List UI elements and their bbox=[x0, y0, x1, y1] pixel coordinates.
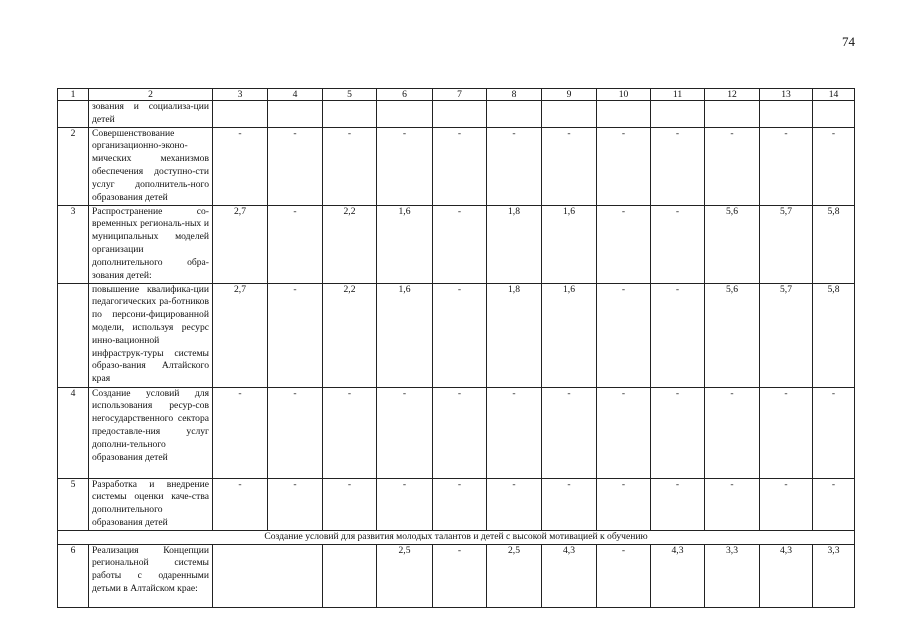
header-cell: 3 bbox=[213, 89, 268, 101]
row-description: Совершенствование организационно-эконо-мических механизмов обеспечения доступно-сти услуг дополнитель-ного образования детей bbox=[89, 127, 213, 205]
value-cell: - bbox=[597, 283, 651, 387]
value-cell: - bbox=[377, 387, 433, 478]
value-cell: 4,3 bbox=[760, 544, 813, 607]
value-cell: 1,6 bbox=[542, 283, 597, 387]
header-cell: 13 bbox=[760, 89, 813, 101]
row-number: 2 bbox=[58, 127, 89, 205]
value-cell: - bbox=[213, 478, 268, 530]
value-cell: - bbox=[377, 478, 433, 530]
value-cell: 2,2 bbox=[323, 283, 377, 387]
row-number: 4 bbox=[58, 387, 89, 478]
data-table bbox=[57, 88, 855, 608]
header-cell: 2 bbox=[89, 89, 213, 101]
value-cell: - bbox=[760, 127, 813, 205]
table-body-lower bbox=[58, 544, 855, 607]
value-cell bbox=[213, 544, 323, 607]
row-description: Создание условий для использования ресур-сов негосударственного сектора предоставле-ния услуг дополни-тельного образования детей bbox=[89, 387, 213, 478]
value-cell: - bbox=[377, 127, 433, 205]
value-cell: - bbox=[597, 387, 651, 478]
table-body-upper bbox=[58, 101, 855, 531]
value-cell: - bbox=[597, 205, 651, 283]
header-cell: 10 bbox=[597, 89, 651, 101]
value-cell: - bbox=[651, 127, 705, 205]
value-cell: - bbox=[433, 544, 487, 607]
value-cell: 2,5 bbox=[377, 544, 433, 607]
table-row bbox=[58, 544, 855, 607]
value-cell: 5,7 bbox=[760, 205, 813, 283]
value-cell: - bbox=[268, 283, 323, 387]
value-cell bbox=[760, 101, 813, 128]
row-number: 6 bbox=[58, 544, 89, 607]
value-cell: - bbox=[487, 387, 542, 478]
header-cell: 4 bbox=[268, 89, 323, 101]
table-row bbox=[58, 205, 855, 283]
value-cell: - bbox=[542, 478, 597, 530]
value-cell: - bbox=[651, 387, 705, 478]
value-cell: - bbox=[813, 478, 855, 530]
row-description: Разработка и внедрение системы оценки каче-ства дополнительного образования детей bbox=[89, 478, 213, 530]
value-cell: 1,6 bbox=[377, 283, 433, 387]
value-cell: - bbox=[323, 127, 377, 205]
value-cell: - bbox=[542, 127, 597, 205]
value-cell: - bbox=[268, 478, 323, 530]
value-cell: 5,8 bbox=[813, 205, 855, 283]
value-cell: - bbox=[487, 478, 542, 530]
header-cell: 7 bbox=[433, 89, 487, 101]
value-cell: 1,6 bbox=[542, 205, 597, 283]
row-number: 5 bbox=[58, 478, 89, 530]
row-number: 3 bbox=[58, 205, 89, 283]
value-cell: 1,8 bbox=[487, 205, 542, 283]
row-description: зования и социализа-ции детей bbox=[89, 101, 213, 128]
value-cell: - bbox=[268, 205, 323, 283]
value-cell: - bbox=[433, 283, 487, 387]
value-cell: - bbox=[651, 205, 705, 283]
value-cell: - bbox=[433, 478, 487, 530]
value-cell: - bbox=[213, 127, 268, 205]
row-description: Распространение со-временных региональ-ных и муниципальных моделей организации дополнительного обра-зования детей: bbox=[89, 205, 213, 283]
value-cell: - bbox=[542, 387, 597, 478]
value-cell: - bbox=[760, 478, 813, 530]
value-cell: 3,3 bbox=[705, 544, 760, 607]
value-cell bbox=[268, 101, 323, 128]
value-cell: - bbox=[813, 387, 855, 478]
value-cell: - bbox=[597, 544, 651, 607]
value-cell: 2,2 bbox=[323, 205, 377, 283]
header-cell: 11 bbox=[651, 89, 705, 101]
header-cell: 6 bbox=[377, 89, 433, 101]
value-cell bbox=[705, 101, 760, 128]
value-cell: 1,8 bbox=[487, 283, 542, 387]
value-cell bbox=[813, 101, 855, 128]
value-cell: - bbox=[813, 127, 855, 205]
value-cell: - bbox=[268, 127, 323, 205]
value-cell: 5,6 bbox=[705, 205, 760, 283]
value-cell: - bbox=[433, 205, 487, 283]
value-cell: 4,3 bbox=[542, 544, 597, 607]
value-cell bbox=[433, 101, 487, 128]
value-cell: 5,7 bbox=[760, 283, 813, 387]
header-cell: 5 bbox=[323, 89, 377, 101]
value-cell bbox=[597, 101, 651, 128]
value-cell: 5,8 bbox=[813, 283, 855, 387]
value-cell: 2,5 bbox=[487, 544, 542, 607]
value-cell bbox=[377, 101, 433, 128]
header-cell: 9 bbox=[542, 89, 597, 101]
value-cell bbox=[542, 101, 597, 128]
row-number bbox=[58, 283, 89, 387]
header-cell: 14 bbox=[813, 89, 855, 101]
value-cell: - bbox=[597, 478, 651, 530]
header-cell: 12 bbox=[705, 89, 760, 101]
value-cell: - bbox=[597, 127, 651, 205]
value-cell: 4,3 bbox=[651, 544, 705, 607]
row-description: Реализация Концепции региональной системы работы с одаренными детьми в Алтайском крае: bbox=[89, 544, 213, 607]
table-row bbox=[58, 283, 855, 387]
value-cell: 3,3 bbox=[813, 544, 855, 607]
value-cell bbox=[651, 101, 705, 128]
value-cell: - bbox=[323, 478, 377, 530]
page-number: 74 bbox=[842, 34, 855, 49]
table-row bbox=[58, 101, 855, 128]
value-cell: - bbox=[705, 387, 760, 478]
value-cell: - bbox=[433, 127, 487, 205]
table-row bbox=[58, 387, 855, 478]
header-row bbox=[58, 89, 855, 101]
value-cell: 5,6 bbox=[705, 283, 760, 387]
value-cell bbox=[487, 101, 542, 128]
row-description: повышение квалифика-ции педагогических ра-ботников по персони-фицированной модели, используя ресурс инно-вационной инфраструк-туры системы образо-вания Алтайского края bbox=[89, 283, 213, 387]
value-cell: 2,7 bbox=[213, 205, 268, 283]
value-cell: - bbox=[433, 387, 487, 478]
value-cell bbox=[323, 101, 377, 128]
value-cell: - bbox=[213, 387, 268, 478]
value-cell: - bbox=[487, 127, 542, 205]
value-cell: - bbox=[705, 127, 760, 205]
table-row bbox=[58, 478, 855, 530]
value-cell bbox=[323, 544, 377, 607]
section-title: Создание условий для развития молодых талантов и детей с высокой мотивацией к обучению bbox=[58, 530, 855, 544]
header-cell: 1 bbox=[58, 89, 89, 101]
value-cell: - bbox=[651, 478, 705, 530]
value-cell: - bbox=[323, 387, 377, 478]
value-cell: 1,6 bbox=[377, 205, 433, 283]
section-row bbox=[58, 530, 855, 544]
value-cell: - bbox=[268, 387, 323, 478]
header-cell: 8 bbox=[487, 89, 542, 101]
value-cell: - bbox=[760, 387, 813, 478]
value-cell bbox=[213, 101, 268, 128]
value-cell: - bbox=[651, 283, 705, 387]
row-number bbox=[58, 101, 89, 128]
value-cell: - bbox=[705, 478, 760, 530]
table-row bbox=[58, 127, 855, 205]
value-cell: 2,7 bbox=[213, 283, 268, 387]
